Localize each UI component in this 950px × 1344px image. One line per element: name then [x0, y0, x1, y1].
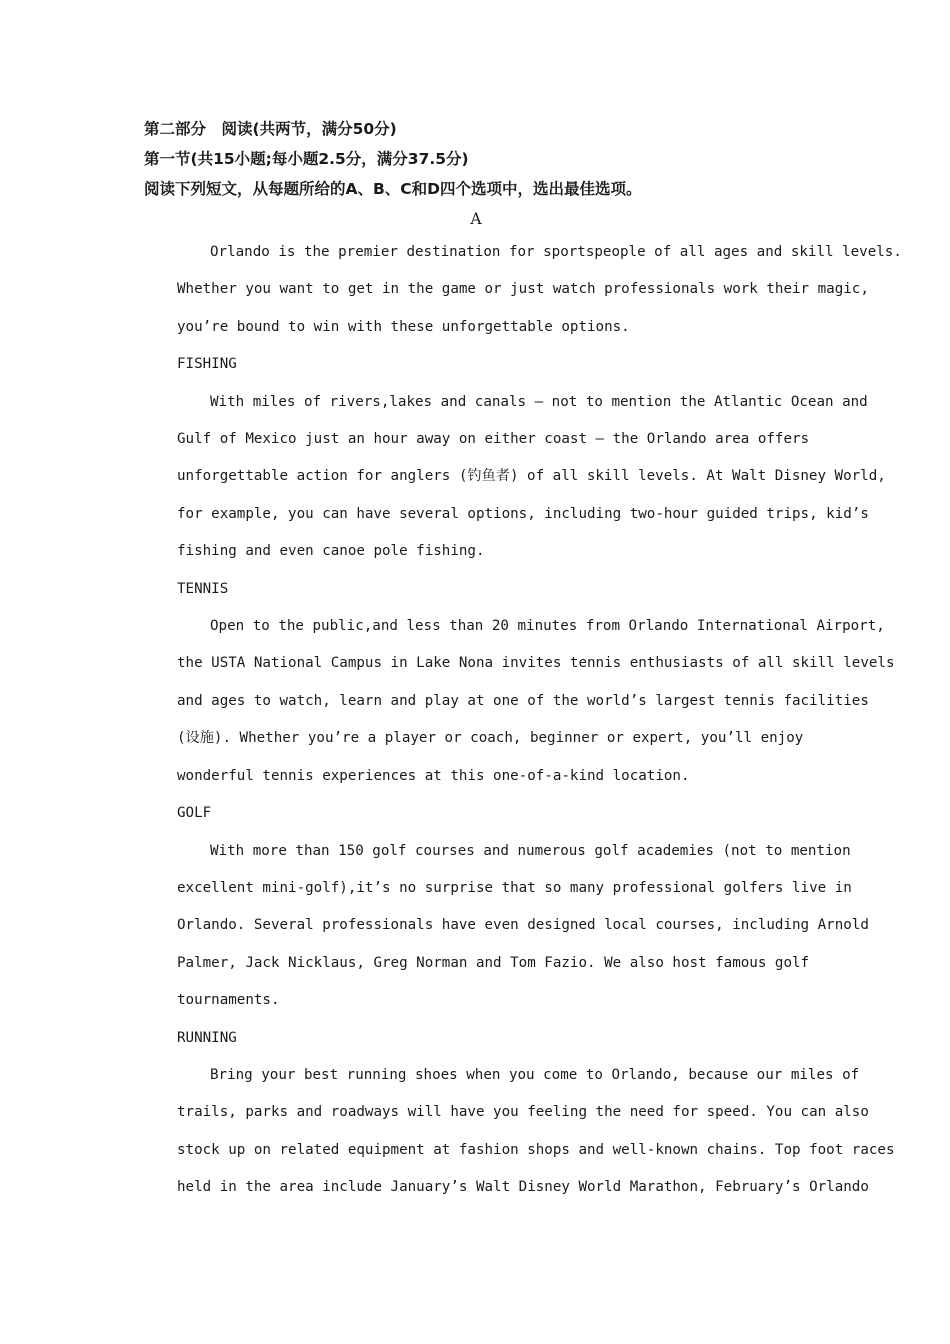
intro-line: Whether you want to get in the game or just watch professionals work their magic,: [177, 281, 869, 298]
tennis-line: wonderful tennis experiences at this one-of-a-kind location.: [177, 767, 690, 784]
exam-page: [144, 114, 902, 1207]
tennis-line: and ages to watch, learn and play at one of the world’s largest tennis facilities: [177, 692, 869, 709]
instruction-text: 阅读下列短文，从每题所给的A、B、C和D四个选项中，选出最佳选项。: [144, 180, 642, 198]
running-line: stock up on related equipment at fashion shops and well-known chains. Top foot races: [177, 1141, 895, 1158]
fishing-paragraph: [144, 384, 886, 571]
running-line: trails, parks and roadways will have you feeling the need for speed. You can also: [177, 1104, 869, 1121]
tennis-line: Open to the public,and less than 20 minutes from Orlando International Airport,: [210, 618, 885, 635]
golf-line: With more than 150 golf courses and numerous golf academies (not to mention: [210, 842, 851, 859]
golf-line: Orlando. Several professionals have even designed local courses, including Arnold: [177, 917, 869, 934]
intro-paragraph: [144, 234, 902, 346]
fishing-line: Gulf of Mexico just an hour away on either coast — the Orlando area offers: [177, 431, 810, 448]
tennis-paragraph: [144, 608, 895, 795]
intro-line: Orlando is the premier destination for sportspeople of all ages and skill levels.: [210, 244, 902, 260]
fishing-line: for example, you can have several options, including two-hour guided trips, kid’s: [177, 505, 869, 522]
golf-line: tournaments.: [177, 992, 280, 1009]
running-line: held in the area include January’s Walt Disney World Marathon, February’s Orlando: [177, 1179, 869, 1196]
fishing-line: fishing and even canoe pole fishing.: [177, 543, 485, 560]
fishing-line: With miles of rivers,lakes and canals — not to mention the Atlantic Ocean and: [210, 393, 868, 410]
fishing-line: unforgettable action for anglers (钓鱼者) of all skill levels. At Walt Disney World,: [177, 468, 886, 485]
intro-line: you’re bound to win with these unforgettable options.: [177, 318, 630, 335]
passage-letter: A: [470, 210, 482, 228]
running-heading: RUNNING: [177, 1029, 237, 1046]
section-title: 第一节(共15小题;每小题2.5分，满分37.5分): [144, 150, 469, 168]
running-line: Bring your best running shoes when you come to Orlando, because our miles of: [210, 1066, 860, 1083]
part-title: 第二部分 阅读(共两节，满分50分): [144, 120, 397, 138]
golf-line: Palmer, Jack Nicklaus, Greg Norman and Tom Fazio. We also host famous golf: [177, 954, 810, 971]
golf-paragraph: [144, 833, 869, 1020]
running-paragraph: [144, 1057, 895, 1207]
golf-heading: GOLF: [177, 805, 212, 822]
fishing-heading: FISHING: [177, 356, 237, 373]
tennis-line: the USTA National Campus in Lake Nona invites tennis enthusiasts of all skill levels: [177, 655, 895, 672]
golf-line: excellent mini-golf),it’s no surprise that so many professional golfers live in: [177, 879, 852, 896]
tennis-line: (设施). Whether you’re a player or coach, beginner or expert, you’ll enjoy: [177, 730, 804, 747]
tennis-heading: TENNIS: [177, 580, 229, 597]
